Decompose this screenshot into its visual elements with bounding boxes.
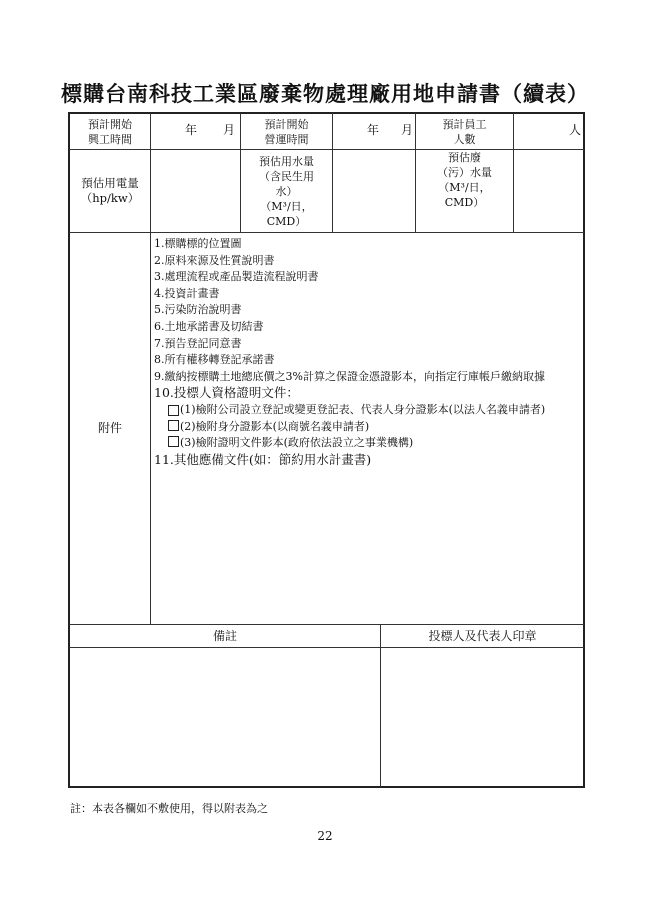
attachments-label: 附件 bbox=[97, 421, 122, 435]
form-title: 標購台南科技工業區廢棄物處理廠用地申請書（續表） bbox=[61, 82, 589, 106]
list-item: 7.預告登記同意書 bbox=[154, 336, 242, 350]
checkbox-company-label: (1)檢附公司設立登記或變更登記表、代表人身分證影本(以法人名義申請者) bbox=[180, 402, 546, 416]
year-label-2: 年 bbox=[367, 123, 380, 137]
list-item: 5.污染防治說明書 bbox=[154, 303, 242, 317]
wastewater-field[interactable] bbox=[514, 150, 584, 232]
power-usage-field[interactable] bbox=[151, 150, 240, 232]
seal-label: 投標人及代表人印章 bbox=[428, 628, 537, 643]
remarks-label: 備註 bbox=[212, 628, 237, 643]
checkbox-government-label: (3)檢附證明文件影本(政府依法設立之事業機構) bbox=[180, 436, 414, 450]
list-item bbox=[154, 402, 582, 419]
list-item: 1.標購標的位置圖 bbox=[154, 237, 242, 250]
power-usage-label: 預估用電量 （hp/kw） bbox=[80, 176, 140, 205]
attachments-list bbox=[154, 236, 582, 468]
list-item: 11.其他應備文件(如：節約用水計畫書) bbox=[154, 451, 372, 467]
water-usage-field[interactable] bbox=[333, 150, 415, 232]
checkbox-government[interactable] bbox=[168, 436, 179, 447]
start-operation-label: 預計開始 營運時間 bbox=[264, 117, 309, 146]
list-item: 10.投標人資格證明文件： bbox=[154, 385, 299, 401]
month-label-1: 月 bbox=[223, 123, 236, 137]
remarks-field[interactable] bbox=[70, 648, 380, 787]
list-item: 3.處理流程或產品製造流程說明書 bbox=[154, 270, 319, 284]
checkbox-firm[interactable] bbox=[168, 420, 179, 431]
footnote: 註：本表各欄如不敷使用，得以附表為之 bbox=[70, 802, 268, 815]
list-item: 2.原料來源及性質說明書 bbox=[154, 253, 275, 267]
start-build-year-field[interactable] bbox=[151, 114, 240, 149]
page-number: 22 bbox=[317, 829, 333, 843]
seal-field[interactable] bbox=[381, 648, 584, 787]
month-label-2: 月 bbox=[401, 123, 414, 137]
start-operation-year-field[interactable] bbox=[333, 114, 415, 149]
checkbox-company[interactable] bbox=[168, 405, 179, 416]
list-item: 9.繳納按標購土地總底價之3%計算之保證金憑證影本，向指定行庫帳戶繳納取據 bbox=[154, 369, 545, 383]
start-build-label: 預計開始 興工時間 bbox=[88, 117, 132, 146]
checkbox-firm-label: (2)檢附身分證影本(以商號名義申請者) bbox=[180, 419, 370, 433]
water-usage-label: 預估用水量 （含民生用 水） （M³/日， CMD） bbox=[259, 154, 314, 228]
list-item: 8.所有權移轉登記承諾書 bbox=[154, 353, 275, 367]
year-label-1: 年 bbox=[185, 123, 198, 137]
list-item bbox=[154, 419, 582, 436]
list-item: 6.土地承諾書及切結書 bbox=[154, 319, 264, 333]
staff-unit-label: 人 bbox=[568, 123, 581, 137]
list-item: 4.投資計畫書 bbox=[154, 286, 220, 300]
list-item bbox=[154, 435, 582, 452]
staff-count-label: 預計員工 人數 bbox=[442, 117, 487, 146]
staff-count-field[interactable] bbox=[514, 114, 584, 149]
wastewater-label: 預估廢 （污）水量 （M³/日， CMD） bbox=[437, 151, 492, 209]
